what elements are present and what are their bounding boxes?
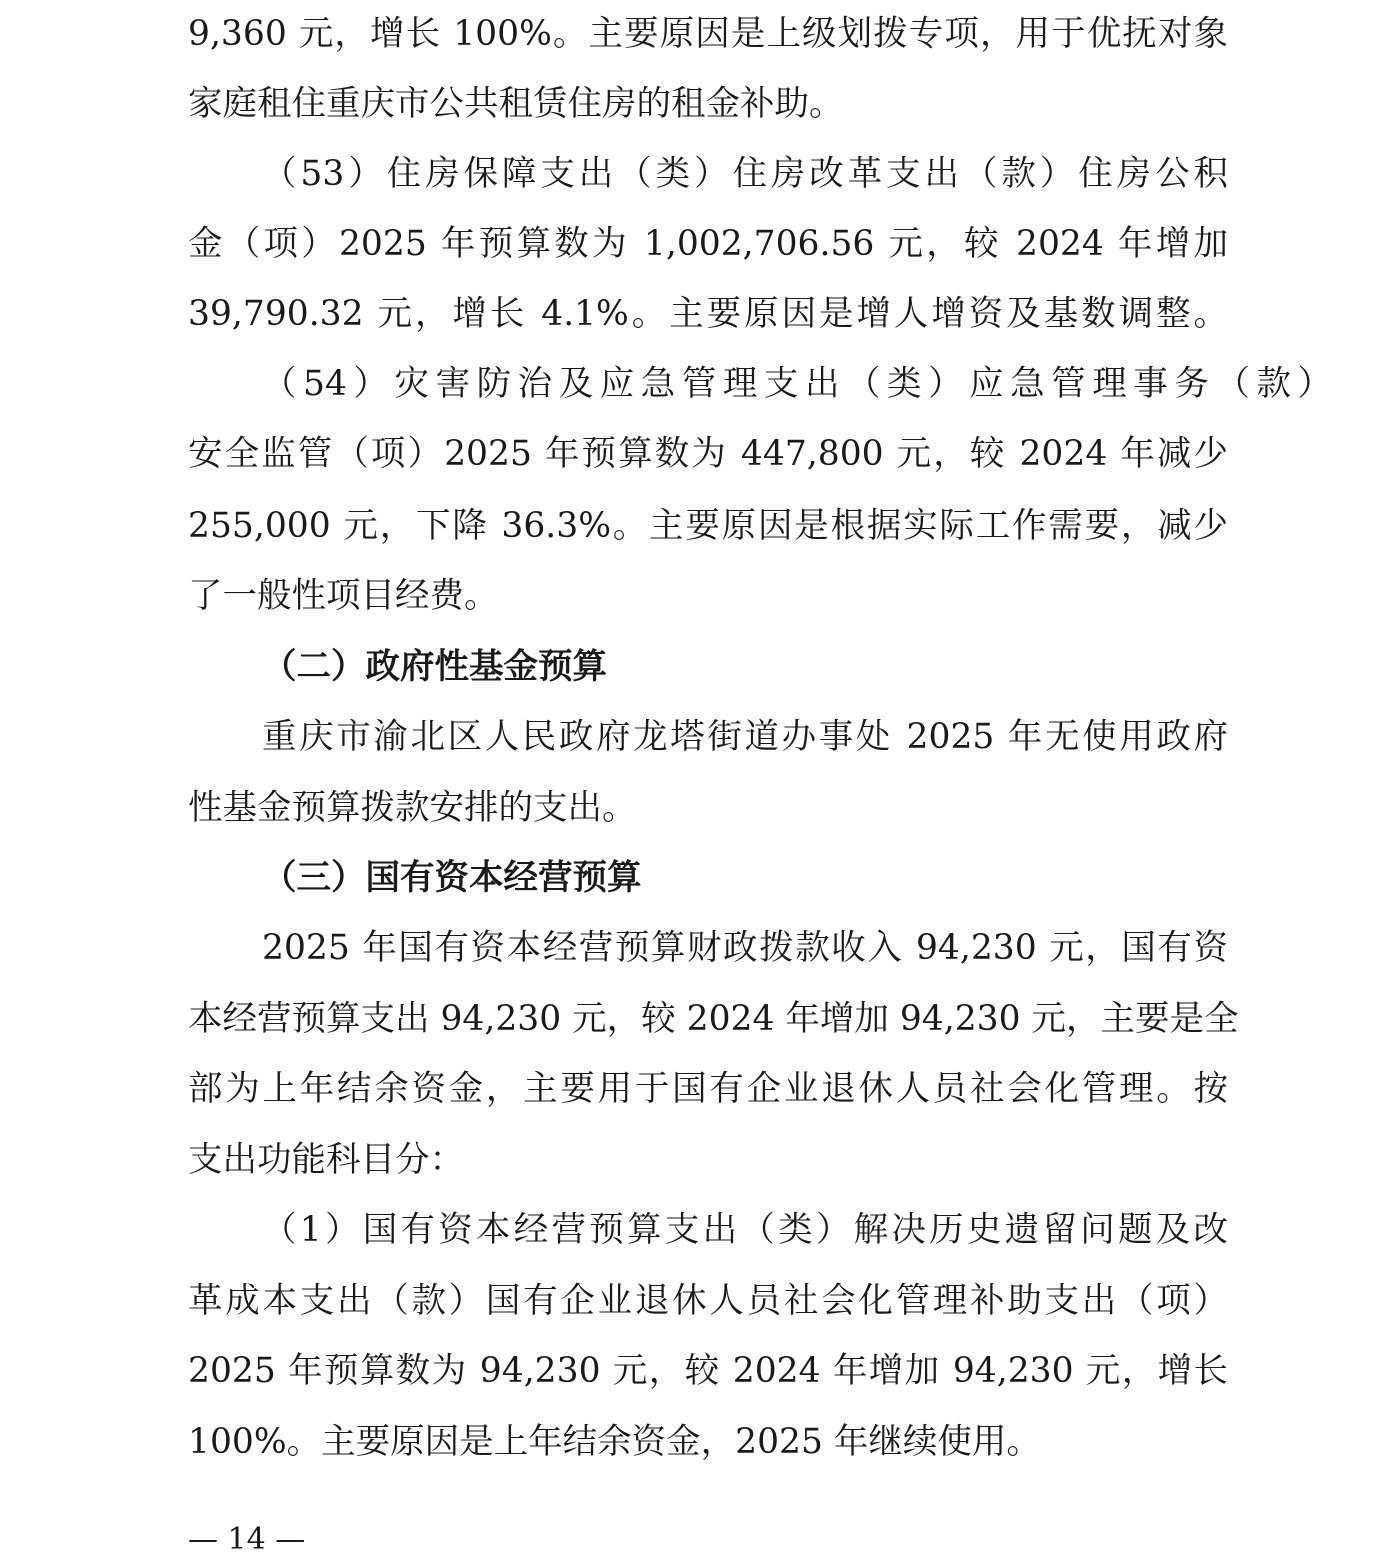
text-line: 支出功能科目分： <box>188 1140 464 1180</box>
text-line: 了一般性项目经费。 <box>188 576 499 616</box>
text-line: 部为上年结余资金，主要用于国有企业退休人员社会化管理。按 <box>188 1069 1228 1109</box>
section-heading: （二）政府性基金预算 <box>262 647 607 687</box>
text-line: 100%。主要原因是上年结余资金，2025 年继续使用。 <box>188 1422 1041 1462</box>
page-number: — 14 — <box>188 1522 306 1557</box>
text-line: 性基金预算拨款安排的支出。 <box>188 788 637 828</box>
text-line: 金（项）2025 年预算数为 1,002,706.56 元，较 2024 年增加 <box>188 224 1228 264</box>
section-heading: （三）国有资本经营预算 <box>262 858 642 898</box>
text-line: 家庭租住重庆市公共租赁住房的租金补助。 <box>188 84 844 124</box>
text-line: 255,000 元，下降 36.3%。主要原因是根据实际工作需要，减少 <box>188 506 1228 546</box>
text-line: （54）灾害防治及应急管理支出（类）应急管理事务（款） <box>262 364 1332 404</box>
text-line: 2025 年预算数为 94,230 元，较 2024 年增加 94,230 元，增长 <box>188 1351 1228 1391</box>
text-line: 重庆市渝北区人民政府龙塔街道办事处 2025 年无使用政府 <box>262 717 1228 757</box>
text-line: 安全监管（项）2025 年预算数为 447,800 元，较 2024 年减少 <box>188 434 1228 474</box>
text-line: 2025 年国有资本经营预算财政拨款收入 94,230 元，国有资 <box>262 928 1228 968</box>
text-line: 39,790.32 元，增长 4.1%。主要原因是增人增资及基数调整。 <box>188 294 1228 334</box>
text-line: 革成本支出（款）国有企业退休人员社会化管理补助支出（项） <box>188 1281 1228 1321</box>
text-line: 本经营预算支出 94,230 元，较 2024 年增加 94,230 元，主要是全 <box>188 999 1239 1039</box>
text-line: （53）住房保障支出（类）住房改革支出（款）住房公积 <box>262 154 1228 194</box>
text-line: （1）国有资本经营预算支出（类）解决历史遗留问题及改 <box>262 1210 1228 1250</box>
text-line: 9,360 元，增长 100%。主要原因是上级划拨专项，用于优抚对象 <box>188 14 1228 54</box>
